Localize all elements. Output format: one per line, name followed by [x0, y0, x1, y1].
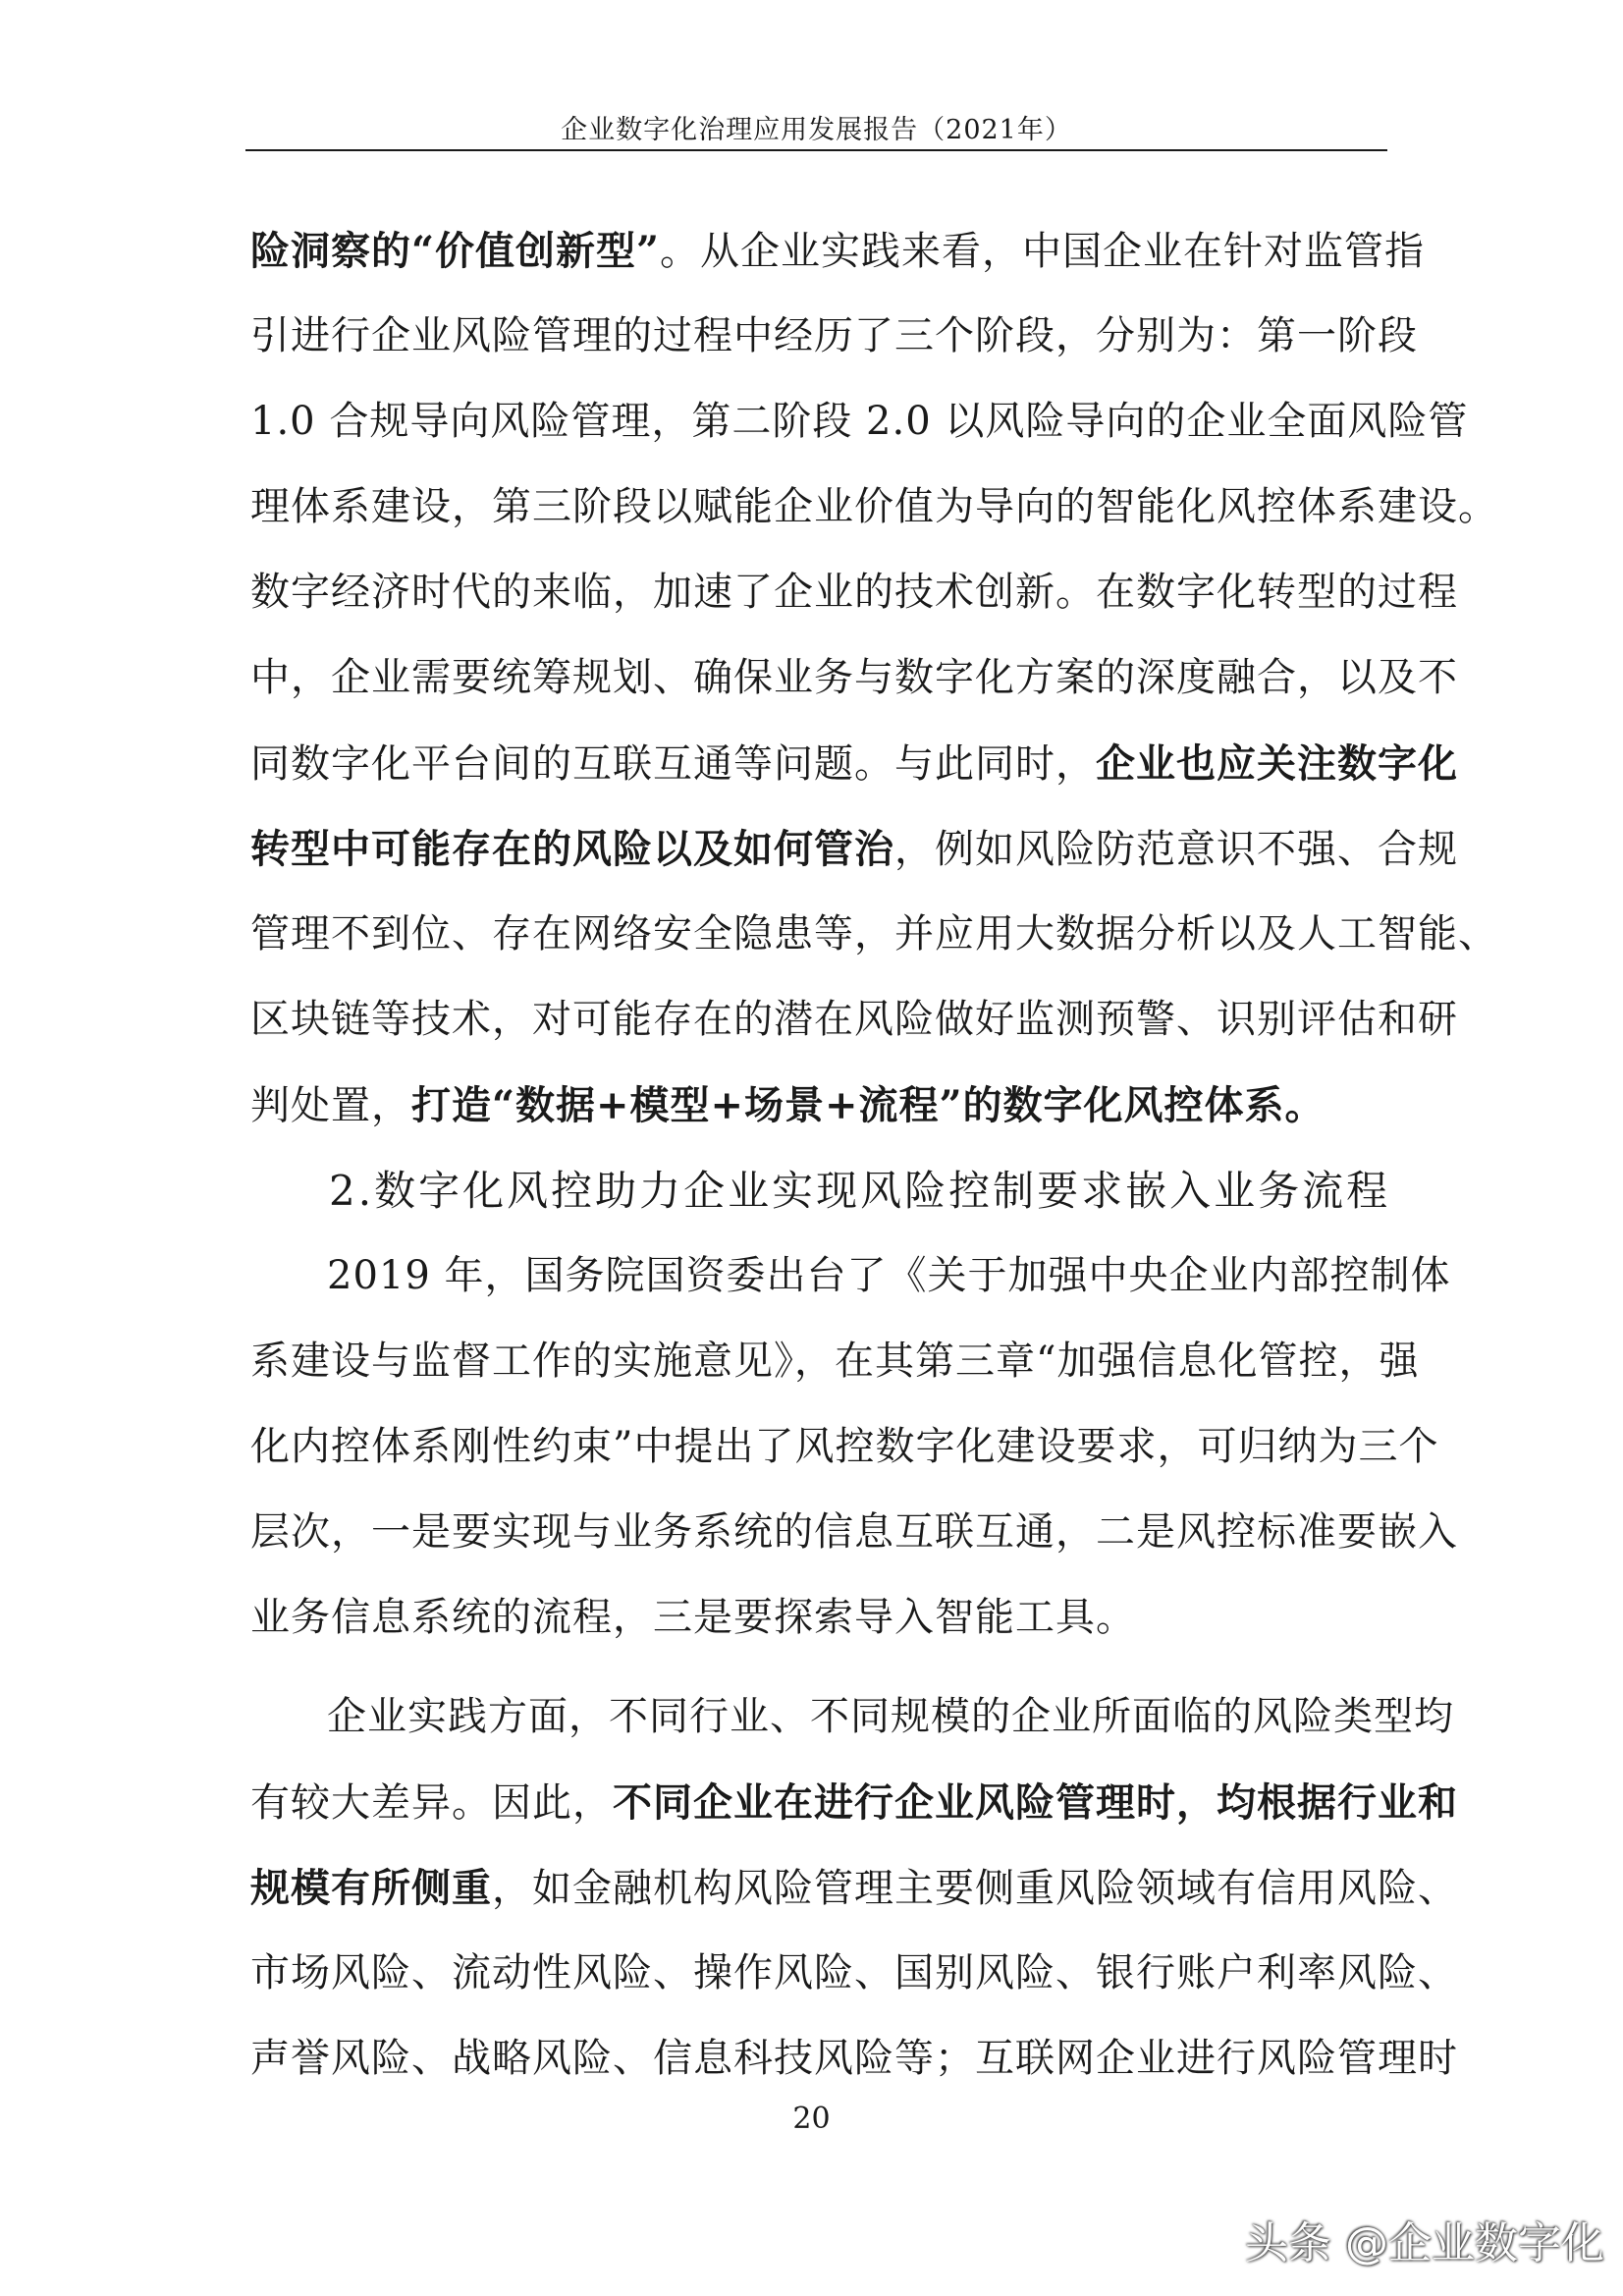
text-line: 引进行企业风险管理的过程中经历了三个阶段，分别为：第一阶段: [250, 313, 1418, 358]
text-line: [250, 1845, 1458, 1931]
text-line: 1.0 合规导向风险管理，第二阶段 2.0 以风险导向的企业全面风险管: [250, 399, 1469, 444]
text-line: 层次，一是要实现与业务系统的信息互联互通，二是风控标准要嵌入: [250, 1509, 1458, 1555]
bold-phrase: 规模有所侧重: [250, 1865, 492, 1911]
document-body: [250, 208, 1498, 2102]
paragraph-first-line: 企业实践方面，不同行业、不同规模的企业所面临的风险类型均: [327, 1694, 1454, 1739]
bold-phrase: 打造“数据+模型+场景+流程”的数字化风控体系。: [411, 1082, 1325, 1128]
text-run: ，如金融机构风险管理主要侧重风险领域有信用风险、: [492, 1866, 1458, 1911]
bold-phrase: 不同企业在进行企业风险管理时，均根据行业和: [613, 1779, 1458, 1826]
text-run: 同数字化平台间的互联互通等问题。与此同时，: [250, 741, 1096, 787]
page-number: 20: [792, 2102, 831, 2136]
text-line: [250, 806, 1458, 892]
text-line: 中，企业需要统筹规划、确保业务与数字化方案的深度融合，以及不: [250, 655, 1458, 700]
header-divider: [245, 149, 1387, 151]
text-line: 化内控体系刚性约束”中提出了风控数字化建设要求，可归纳为三个: [250, 1424, 1439, 1469]
page-header-title: 企业数字化治理应用发展报告（2021年）: [561, 115, 1072, 145]
text-line: [250, 721, 1458, 806]
text-line: [250, 208, 1426, 294]
text-line: 数字经济时代的来临，加速了企业的技术创新。在数字化转型的过程: [250, 570, 1458, 615]
source-watermark: 头条 @企业数字化: [1245, 2218, 1604, 2269]
text-line: 声誉风险、战略风险、信息科技风险等；互联网企业进行风险管理时: [250, 2036, 1458, 2081]
text-run: 有较大差异。因此，: [250, 1780, 613, 1826]
bold-phrase: 险洞察的“价值创新型”: [250, 228, 661, 274]
text-run: 判处置，: [250, 1083, 411, 1128]
paragraph-first-line: 2019 年，国务院国资委出台了《关于加强中央企业内部控制体: [327, 1253, 1451, 1298]
text-line: 业务信息系统的流程，三是要探索导入智能工具。: [250, 1595, 1136, 1640]
text-line: [250, 1760, 1458, 1845]
text-line: 管理不到位、存在网络安全隐患等，并应用大数据分析以及人工智能、: [250, 911, 1498, 957]
text-line: 市场风险、流动性风险、操作风险、国别风险、银行账户利率风险、: [250, 1950, 1458, 1995]
bold-phrase: 转型中可能存在的风险以及如何管治: [250, 826, 894, 872]
text-line: 理体系建设，第三阶段以赋能企业价值为导向的智能化风控体系建设。: [250, 484, 1498, 529]
text-line: 区块链等技术，对可能存在的潜在风险做好监测预警、识别评估和研: [250, 997, 1458, 1042]
section-heading: 2.数字化风控助力企业实现风险控制要求嵌入业务流程: [329, 1167, 1391, 1215]
text-run: ，例如风险防范意识不强、合规: [894, 827, 1458, 872]
text-line: 系建设与监督工作的实施意见》，在其第三章“加强信息化管控，强: [250, 1339, 1420, 1384]
bold-phrase: 企业也应关注数字化: [1096, 740, 1458, 787]
text-line: [250, 1063, 1389, 1148]
text-run: 。从企业实践来看，中国企业在针对监管指: [660, 229, 1426, 274]
